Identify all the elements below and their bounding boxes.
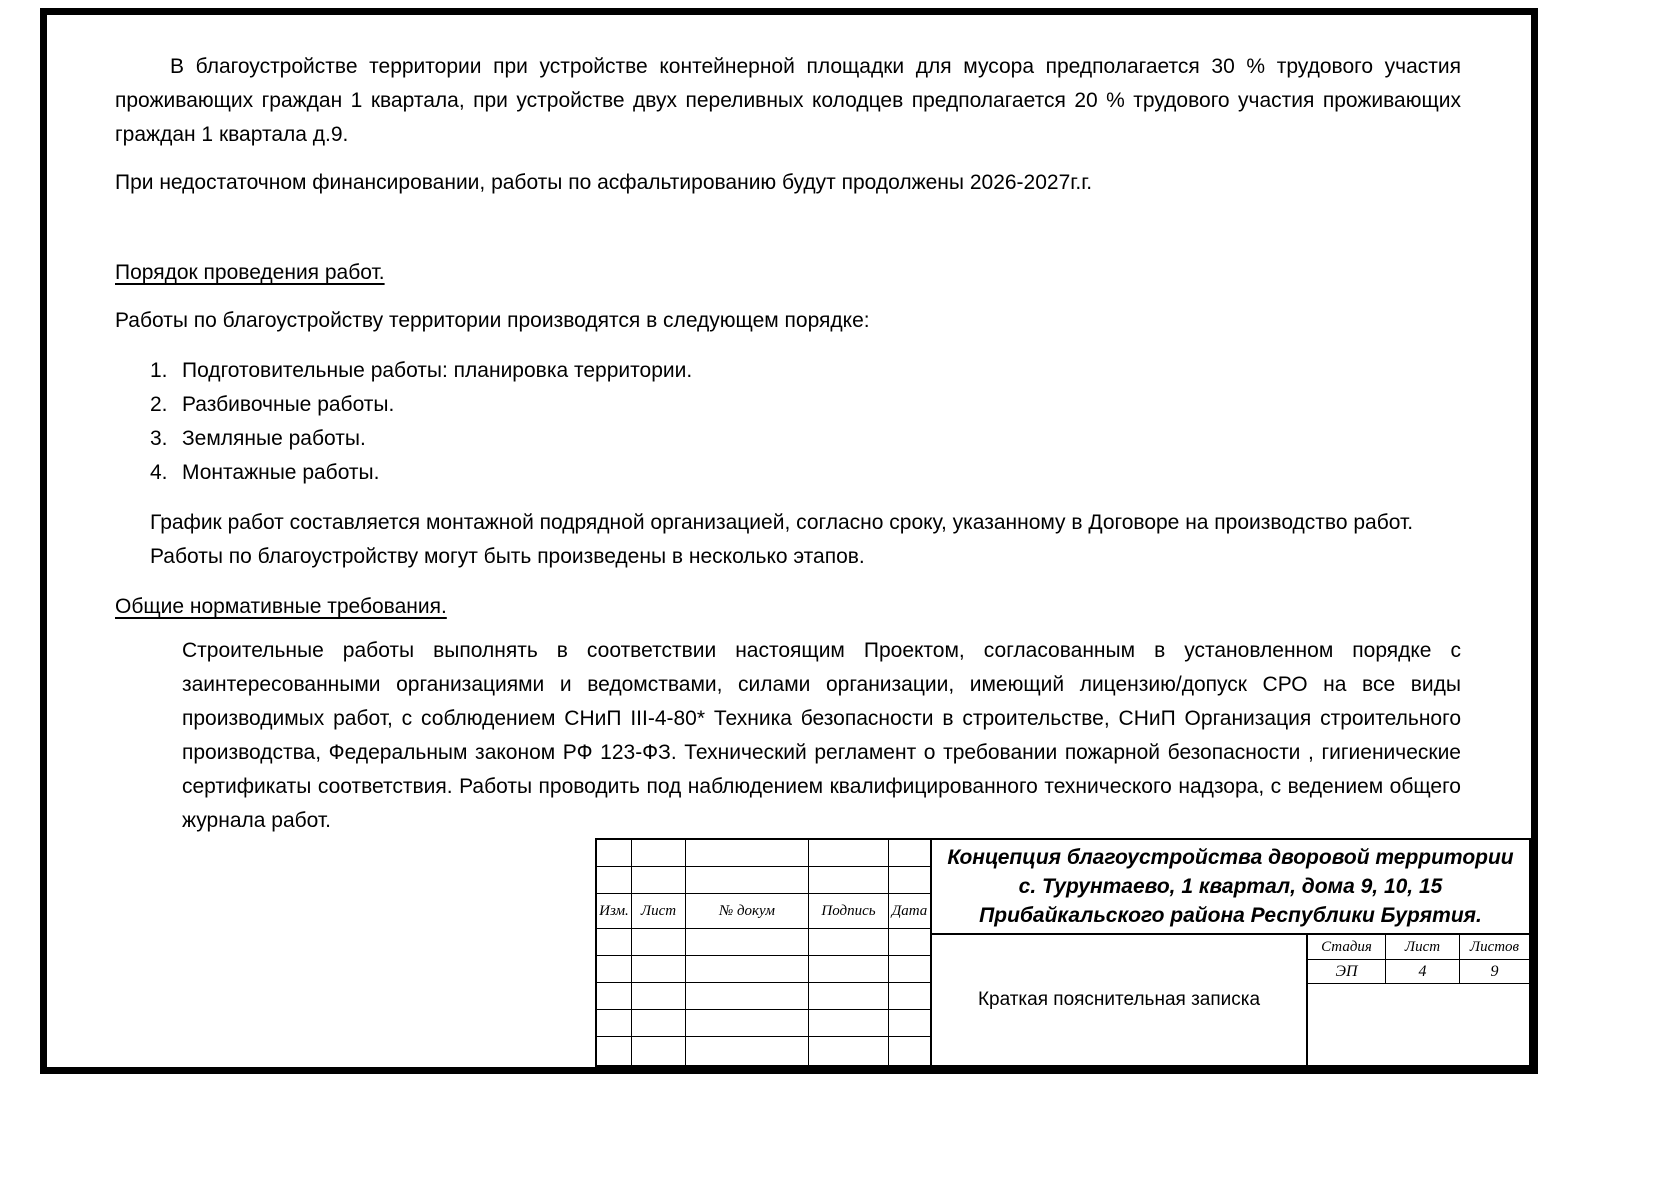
stage-header-stadiya: Стадия (1308, 935, 1386, 960)
project-title-line: Прибайкальского района Республики Бурятия. (979, 904, 1482, 927)
stage-header-listov: Листов (1460, 935, 1529, 960)
revision-cell (632, 840, 686, 867)
column-header-data: Дата (889, 894, 930, 929)
revision-cell (632, 929, 686, 956)
list-item-text: Земляные работы. (182, 427, 366, 450)
stage-header-list: Лист (1386, 935, 1460, 960)
revision-cell (686, 840, 809, 867)
list-item-text: Разбивочные работы. (182, 393, 395, 416)
revision-cell (686, 867, 809, 894)
project-title-line: с. Турунтаево, 1 квартал, дома 9, 10, 15 (1018, 875, 1443, 898)
list-item-number: 4. (150, 461, 168, 484)
organization-cell (1308, 984, 1529, 1065)
title-block-right (932, 840, 1529, 1065)
revision-cell (809, 1037, 889, 1065)
revision-cell (632, 1010, 686, 1037)
revision-cell (686, 956, 809, 983)
revision-cell (597, 983, 632, 1010)
title-block-bottom (932, 935, 1529, 1065)
heading-normative-requirements: Общие нормативные требования. (115, 595, 447, 618)
revision-cell (809, 867, 889, 894)
work-order-list (150, 354, 1461, 490)
revision-cell (597, 929, 632, 956)
column-header-podpis: Подпись (809, 894, 889, 929)
paragraph-labor-participation: В благоустройстве территории при устройстве контейнерной площадки для мусора предполагается 30 % трудового участия проживающих граждан 1 квартала, при устройстве двух переливных колодцев предполагается 20 % трудового участия проживающих граждан 1 квартала д.9. (115, 55, 1461, 146)
revision-cell (889, 956, 930, 983)
heading-work-order: Порядок проведения работ. (115, 261, 385, 284)
title-block (595, 838, 1531, 1067)
revision-cell (632, 1037, 686, 1065)
revision-cell (809, 840, 889, 867)
revision-cell (686, 1010, 809, 1037)
project-title (932, 840, 1529, 935)
project-title-line: Концепция благоустройства дворовой территории (947, 846, 1514, 869)
list-item-text: Монтажные работы. (182, 461, 380, 484)
column-header-list: Лист (632, 894, 686, 929)
column-header-izm: Изм. (597, 894, 632, 929)
document-body (115, 50, 1461, 838)
paragraph-normative-requirements: Строительные работы выполнять в соответствии настоящим Проектом, согласованным в установленном порядке с заинтересованными организациями и ведомствами, силами организации, имеющий лицензию/допуск СРО на все виды производимых работ, с соблюдением СНиП III-4-80* Техника безопасности в строительстве, СНиП Организация строительного производства, Федеральным законом РФ 123-ФЗ. Технический регламент о требовании пожарной безопасности , гигиенические сертификаты соответствия. Работы проводить под наблюдением квалифицированного технического надзора, с ведением общего журнала работ. (182, 639, 1461, 832)
list-item-text: Подготовительные работы: планировка территории. (182, 359, 693, 382)
stage-value: ЭП (1308, 960, 1386, 984)
column-header-ndokum: № докум (686, 894, 809, 929)
revision-cell (686, 983, 809, 1010)
stage-table (1308, 935, 1529, 1065)
list-item (150, 354, 1461, 388)
revision-cell (686, 929, 809, 956)
sheet-number-value: 4 (1386, 960, 1460, 984)
revision-cell (809, 983, 889, 1010)
list-item (150, 422, 1461, 456)
revision-cell (597, 1037, 632, 1065)
list-item-number: 3. (150, 427, 168, 450)
revision-cell (632, 983, 686, 1010)
revision-cell (597, 840, 632, 867)
paragraph-schedule: График работ составляется монтажной подрядной организацией, согласно сроку, указанному в Договоре на производство работ. Работы по благоустройству могут быть произведены в несколько этапов. (150, 511, 1414, 568)
revision-table (597, 840, 932, 1065)
revision-cell (597, 956, 632, 983)
revision-cell (889, 840, 930, 867)
list-item-number: 2. (150, 393, 168, 416)
paragraph-order-intro: Работы по благоустройству территории производятся в следующем порядке: (115, 309, 870, 332)
revision-cell (632, 867, 686, 894)
revision-cell (889, 1010, 930, 1037)
revision-cell (889, 983, 930, 1010)
sheets-total-value: 9 (1460, 960, 1529, 984)
revision-cell (809, 1010, 889, 1037)
revision-cell (889, 867, 930, 894)
paragraph-funding: При недостаточном финансировании, работы по асфальтированию будут продолжены 2026-2027г.г. (115, 171, 1093, 194)
revision-cell (889, 929, 930, 956)
document-name: Краткая пояснительная записка (932, 935, 1308, 1065)
revision-cell (632, 956, 686, 983)
revision-cell (809, 956, 889, 983)
list-item-number: 1. (150, 359, 168, 382)
list-item (150, 456, 1461, 490)
revision-cell (597, 1010, 632, 1037)
revision-cell (809, 929, 889, 956)
revision-cell (686, 1037, 809, 1065)
revision-cell (597, 867, 632, 894)
revision-cell (889, 1037, 930, 1065)
list-item (150, 388, 1461, 422)
